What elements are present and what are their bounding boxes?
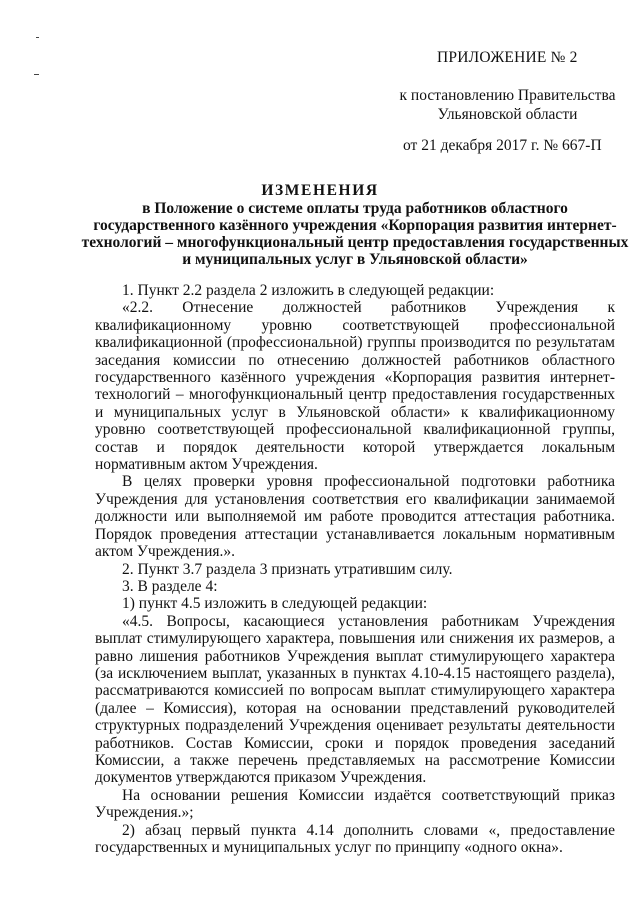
- paragraph: На основании решения Комиссии издаётся соответствующий приказ Учреждения.»;: [95, 786, 615, 822]
- scan-mark: [36, 37, 39, 38]
- scan-mark: [34, 74, 39, 75]
- resolution-line: Ульяновской области: [437, 106, 578, 123]
- appendix-label: ПРИЛОЖЕНИЕ № 2: [437, 49, 578, 66]
- paragraph: 2. Пункт 3.7 раздела 3 признать утратившим силу.: [122, 560, 453, 578]
- paragraph: В целях проверки уровня профессиональной подготовки работника Учреждения для установления соответствия его квалификации занимаемой должности или выполняемой им работе проводится аттестация работника. Порядок проведения аттестации устанавливается локальным нормативным актом Учреждения.».: [95, 473, 615, 561]
- resolution-reference: [390, 86, 625, 124]
- paragraph: 1) пункт 4.5 изложить в следующей редакции:: [122, 595, 428, 613]
- resolution-line: к постановлению Правительства: [399, 87, 616, 104]
- paragraph: «2.2. Отнесение должностей работников Учреждения к квалификационному уровню соответствующей профессиональной квалификационной (профессиональной) группы производится по результатам заседания комиссии по отнесению должностей работников областного государственного казённого учреждения «Корпорация развития интернет-технологий – многофункциональный центр предоставления государственных и муниципальных услуг в Ульяновской области» к квалификационному уровню соответствующей профессиональной квалификационной группы, состав и порядок деятельности которой утверждается локальным нормативным актом Учреждения.: [95, 299, 615, 474]
- paragraph: 1. Пункт 2.2 раздела 2 изложить в следующей редакции:: [122, 282, 495, 299]
- document-subheading: в Положение о системе оплаты труда работников областного государственного казённого учреждения «Корпорация развития интернет-технологий – многофункциональный центр предоставления государственных и муниципальных услуг в Ульяновской области»: [81, 200, 629, 268]
- paragraph: «4.5. Вопросы, касающиеся установления работникам Учреждения выплат стимулирующего характера, повышения или снижения их размеров, а равно лишения работников Учреждения выплат стимулирующего характера (за исключением выплат, указанных в пунктах 4.10-4.15 настоящего раздела), рассматриваются комиссией по вопросам выплат стимулирующего характера (далее – Комиссия), которая на основании представлений руководителей структурных подразделений Учреждения оценивает результаты деятельности работников. Состав Комиссии, сроки и порядок проведения заседаний Комиссии, а также перечень представляемых на рассмотрение Комиссии документов утверждаются приказом Учреждения.: [95, 612, 615, 787]
- resolution-date: от 21 декабря 2017 г. № 667-П: [403, 137, 602, 154]
- document-body: [95, 282, 615, 856]
- paragraph: 3. В разделе 4:: [122, 577, 218, 595]
- document-heading: ИЗМЕНЕНИЯ: [261, 182, 379, 199]
- paragraph: 2) абзац первый пункта 4.14 дополнить словами «, предоставление государственных и муниципальных услуг по принципу «одного окна».: [95, 821, 615, 856]
